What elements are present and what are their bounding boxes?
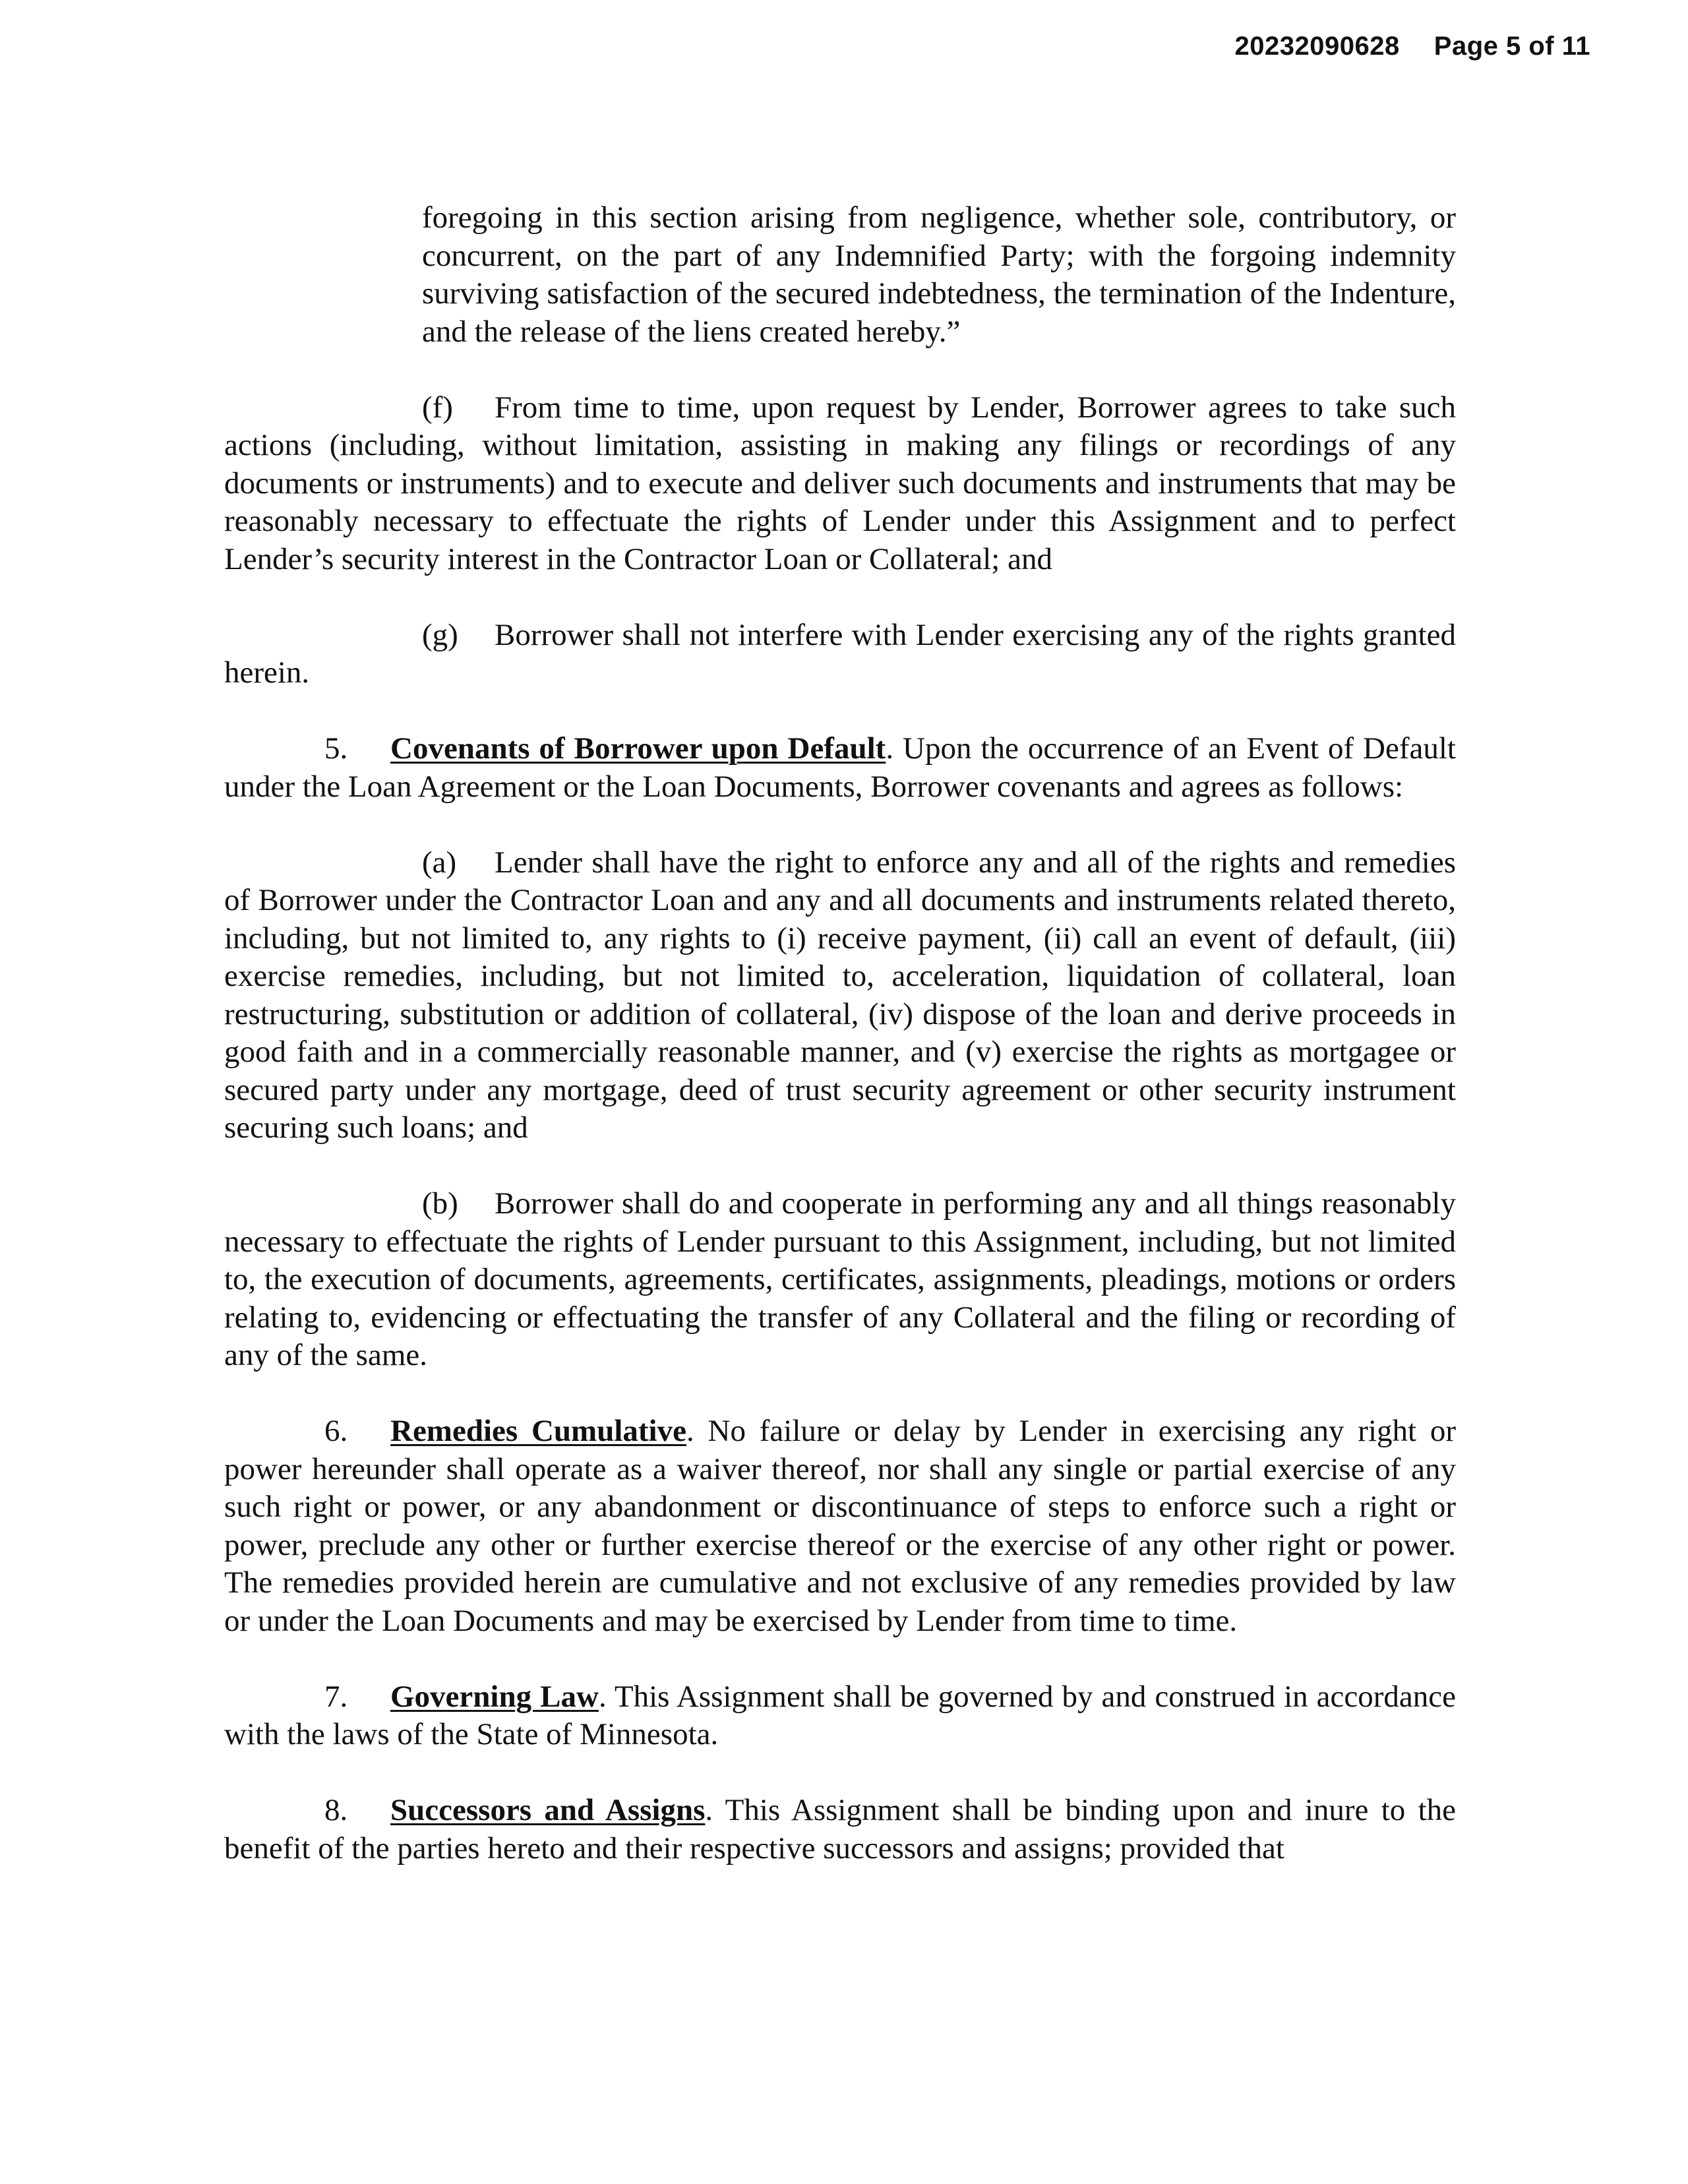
section-text: . This Assignment shall be governed by and construed in accordance with the laws of the State of Minnesota. <box>224 1679 1456 1751</box>
subparagraph-g <box>224 617 1456 692</box>
subparagraph-label: (g) <box>422 617 458 652</box>
section-8 <box>224 1792 1456 1867</box>
section-heading: Remedies Cumulative <box>390 1414 686 1448</box>
section-5 <box>224 730 1456 806</box>
paragraph-text: foregoing in this section arising from negligence, whether sole, contributory, or concurrent, on the part of any Indemnified Party; with the forgoing indemnity surviving satisfaction of the secured indebtedness, the termination of the Indenture, and the release of the liens created hereby.” <box>422 200 1456 349</box>
section-number: 6. <box>324 1414 348 1448</box>
subparagraph-f <box>224 389 1456 579</box>
document-body <box>224 199 1456 1906</box>
section-number: 8. <box>324 1793 348 1827</box>
paragraph-continuation <box>224 199 1456 351</box>
subparagraph-text: From time to time, upon request by Lender, Borrower agrees to take such actions (including, without limitation, assisting in making any filings or recordings of any documents or instruments) and to execute and deliver such documents and instruments that may be reasonably necessary to effectuate the rights of Lender under this Assignment and to perfect Lender’s security interest in the Contractor Loan or Collateral; and <box>224 390 1456 576</box>
subparagraph-label: (f) <box>422 390 453 425</box>
page-number: Page 5 of 11 <box>1433 32 1590 61</box>
page-header <box>1235 32 1590 61</box>
section-text: . No failure or delay by Lender in exercising any right or power hereunder shall operate as a waiver thereof, nor shall any single or partial exercise of any such right or power, or any abandonment or discontinuance of steps to enforce such a right or power, preclude any other or further exercise thereof or the exercise of any other right or power. The remedies provided herein are cumulative and not exclusive of any remedies provided by law or under the Loan Documents and may be exercised by Lender from time to time. <box>224 1414 1457 1638</box>
section-heading: Governing Law <box>390 1679 599 1714</box>
subparagraph-text: Borrower shall do and cooperate in performing any and all things reasonably necessary to effectuate the rights of Lender pursuant to this Assignment, including, but not limited to, the execution of documents, agreements, certificates, assignments, pleadings, motions or orders relating to, evidencing or effectuating the transfer of any Collateral and the filing or recording of any of the same. <box>224 1186 1456 1372</box>
section-number: 5. <box>324 731 348 766</box>
section-text: . This Assignment shall be binding upon and inure to the benefit of the parties hereto and their respective successors and assigns; provided that <box>224 1793 1457 1866</box>
section-heading: Covenants of Borrower upon Default <box>390 731 886 766</box>
section-7 <box>224 1678 1456 1754</box>
subparagraph-text: Lender shall have the right to enforce any and all of the rights and remedies of Borrower under the Contractor Loan and any and all documents and instruments related thereto, including, but not limited to, any rights to (i) receive payment, (ii) call an event of default, (iii) exercise remedies, including, but not limited to, acceleration, liquidation of collateral, loan restructuring, substitution or addition of collateral, (iv) dispose of the loan and derive proceeds in good faith and in a commercially reasonable manner, and (v) exercise the rights as mortgagee or secured party under any mortgage, deed of trust security agreement or other security instrument securing such loans; and <box>224 845 1456 1145</box>
section-number: 7. <box>324 1679 348 1714</box>
subparagraph-label: (a) <box>422 845 457 880</box>
section-text: . Upon the occurrence of an Event of Default under the Loan Agreement or the Loan Documents, Borrower covenants and agrees as follows: <box>224 731 1456 804</box>
document-number: 20232090628 <box>1234 32 1400 61</box>
section-6 <box>224 1412 1456 1640</box>
subparagraph-a <box>224 844 1456 1147</box>
section-heading: Successors and Assigns <box>390 1793 706 1827</box>
subparagraph-text: Borrower shall not interfere with Lender exercising any of the rights granted herein. <box>224 617 1456 690</box>
subparagraph-b <box>224 1185 1456 1375</box>
subparagraph-label: (b) <box>422 1186 458 1221</box>
